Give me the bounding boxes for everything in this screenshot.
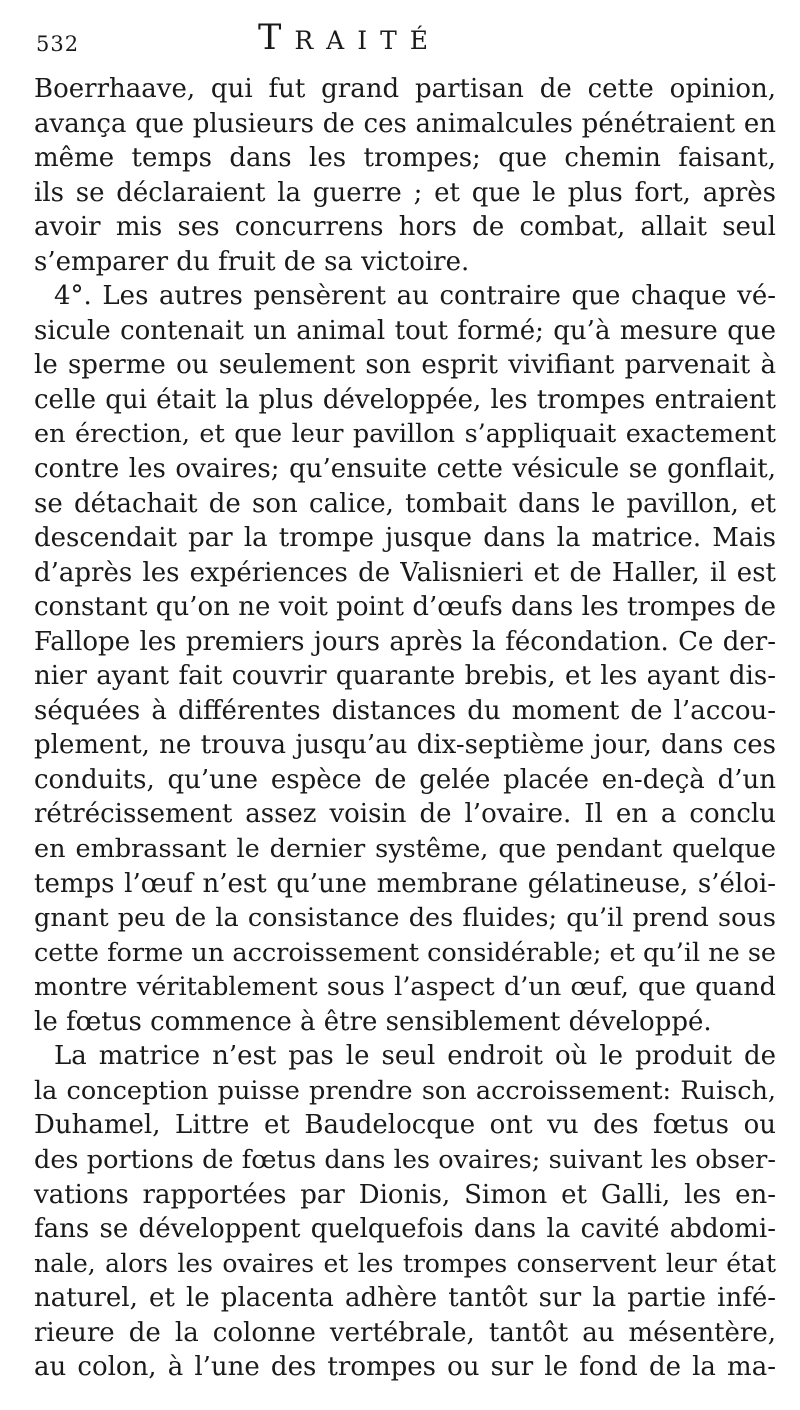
body-text [34,72,776,1385]
text-line: au colon, à l’une des trompes ou sur le fond de la ma- [34,1352,776,1383]
text-line: avoir mis ses concurrens hors de combat, allait seul [34,212,776,243]
page-header [36,18,776,64]
page-number: 532 [36,32,80,56]
text-line: séquées à différentes distances du moment de l’accou- [34,695,776,726]
text-line: 4°. Les autres pensèrent au contraire que chaque vé- [54,281,776,312]
text-line: cette forme un accroissement considérable; et qu’il ne se [34,937,777,968]
text-line: conduits, qu’une espèce de gelée placée en-deçà d’un [34,764,776,795]
text-line: ils se déclaraient la guerre ; et que le plus fort, après [34,177,776,208]
text-line: descendait par la trompe jusque dans la matrice. Mais [34,523,776,554]
text-line: Duhamel, Littre et Baudelocque ont vu des fœtus ou [34,1110,776,1141]
text-line: Boerrhaave, qui fut grand partisan de cette opinion, [34,74,776,104]
text-line: vations rapportées par Dionis, Simon et Galli, les en- [34,1179,776,1210]
text-line: rieure de la colonne vertébrale, tantôt au mésentère, [34,1317,776,1348]
text-line: celle qui était la plus développée, les trompes entraient [34,384,776,415]
text-line: se détachait de son calice, tombait dans le pavillon, et [34,488,776,519]
text-line: avança que plusieurs de ces animalcules pénétraient en [34,108,776,139]
text-line: s’emparer du fruit de sa victoire. [34,246,470,277]
text-line: contre les ovaires; qu’ensuite cette vésicule se gonflait, [34,454,776,485]
text-line: Fallope les premiers jours après la fécondation. Ce der- [34,626,776,657]
text-line: le sperme ou seulement son esprit vivifiant parvenait à [34,350,776,381]
text-line: naturel, et le placenta adhère tantôt sur la partie infé- [34,1283,776,1314]
text-line: fans se développent quelquefois dans la cavité abdomi- [34,1214,776,1245]
text-line: montre véritablement sous l’aspect d’un œuf, que quand [34,972,776,1003]
text-line: en érection, et que leur pavillon s’appliquait exactement [34,419,776,450]
text-line: nier ayant fait couvrir quarante brebis, et les ayant dis- [34,661,776,692]
text-line: plement, ne trouva jusqu’au dix-septième jour, dans ces [34,730,776,761]
text-line: même temps dans les trompes; que chemin faisant, [34,143,776,174]
running-title: Traité [258,18,442,58]
text-line: en embrassant le dernier systême, que pendant quelque [34,834,776,865]
text-line: temps l’œuf n’est qu’une membrane gélatineuse, s’éloi- [34,868,776,899]
text-line: la conception puisse prendre son accroissement: Ruisch, [34,1075,776,1106]
text-line: La matrice n’est pas le seul endroit où le produit de [54,1041,776,1072]
text-line: nale, alors les ovaires et les trompes conservent leur état [34,1248,776,1278]
text-line: sicule contenait un animal tout formé; qu’à mesure que [34,315,776,346]
text-line: constant qu’on ne voit point d’œufs dans les trompes de [34,592,776,623]
text-line: d’après les expériences de Valisnieri et de Haller, il est [34,557,776,588]
text-line: rétrécissement assez voisin de l’ovaire. Il en a conclu [34,799,776,830]
text-line: le fœtus commence à être sensiblement développé. [34,1006,712,1037]
text-line: des portions de fœtus dans les ovaires; suivant les obser- [34,1144,776,1175]
text-line: gnant peu de la consistance des fluides; qu’il prend sous [34,903,776,934]
